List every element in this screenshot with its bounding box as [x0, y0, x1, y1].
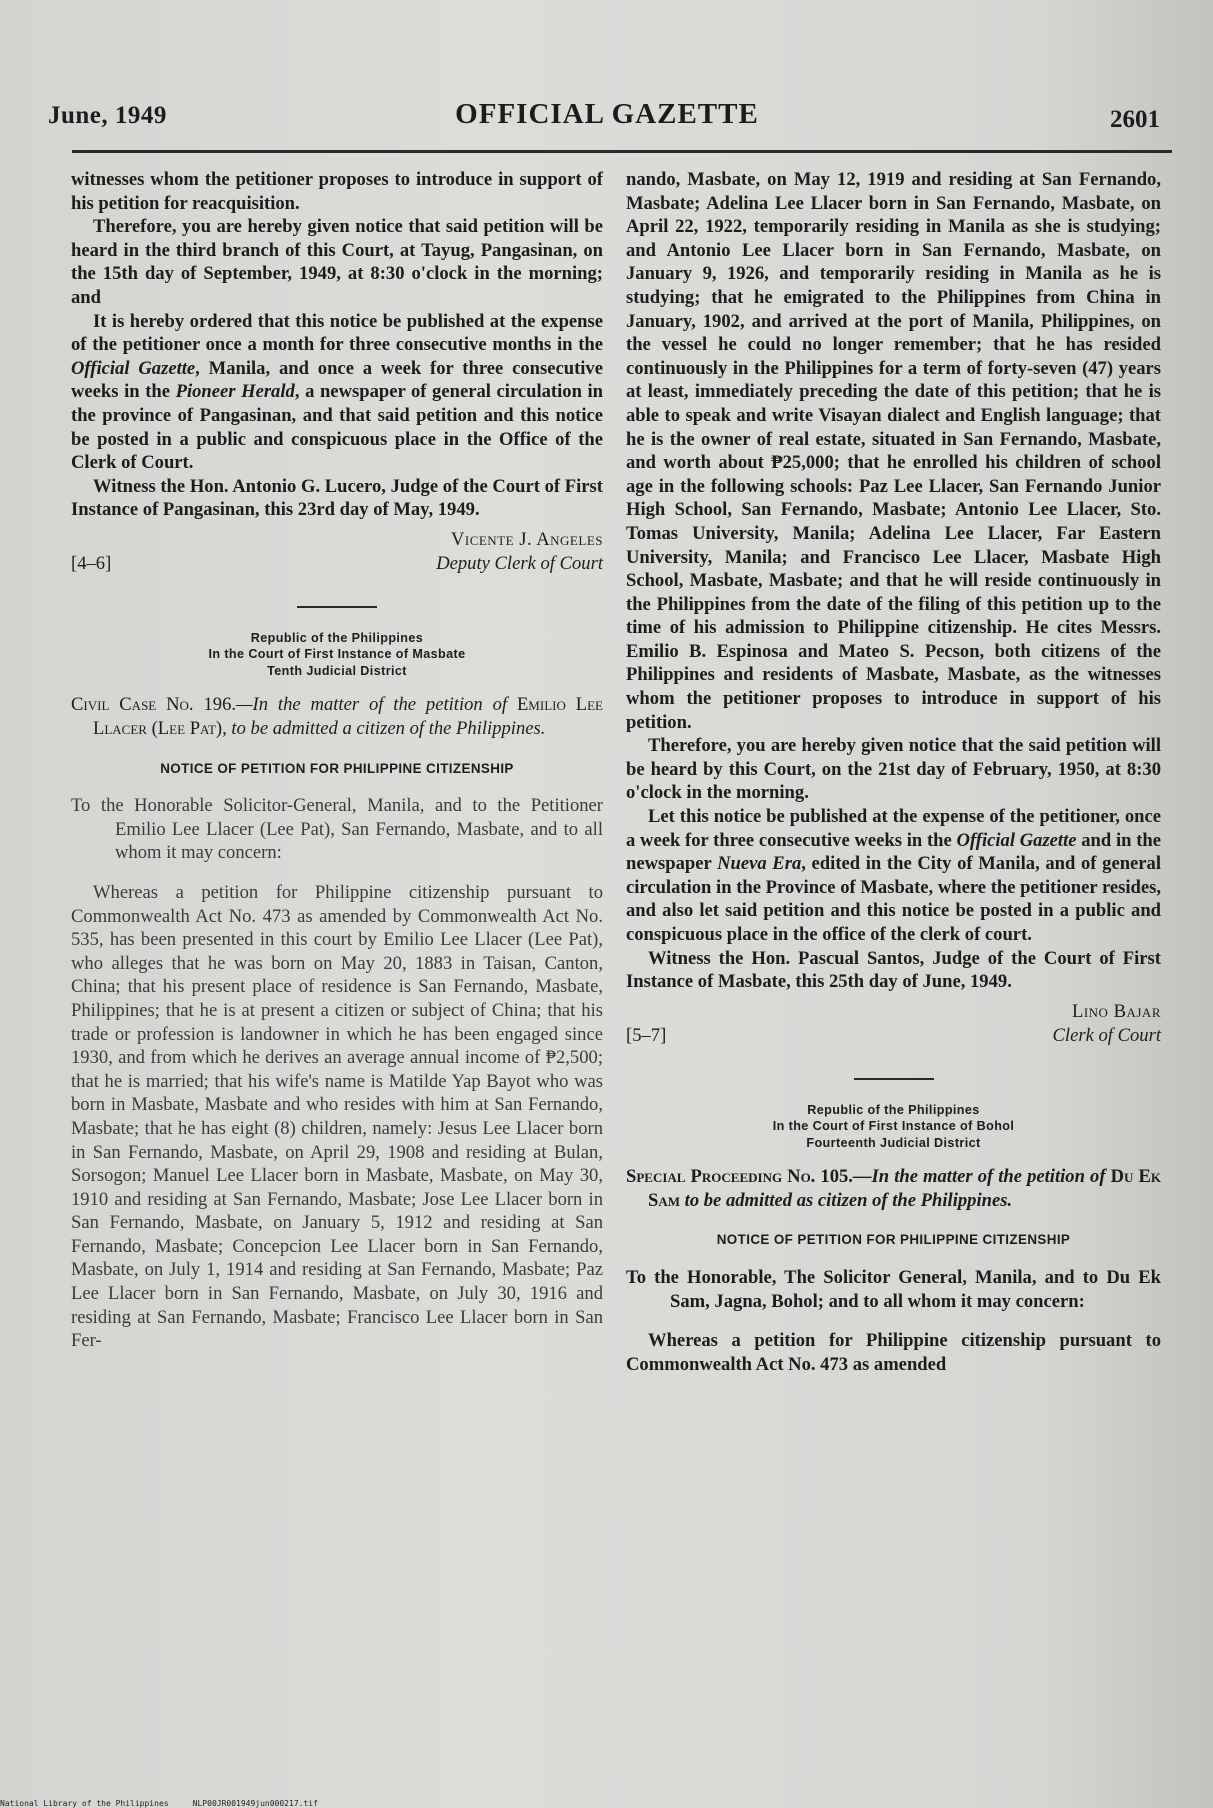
left-paragraph-2: Therefore, you are hereby given notice that said petition will be heard in the third branch of this Court, at Tayug, Pangasinan, on the 15th day of September, 1949, at 8:30 o'clock in the morning; and [71, 216, 603, 308]
right-paragraph-5: Whereas a petition for Philippine citizenship pursuant to Commonwealth Act No. 473 as amended [626, 1330, 1161, 1375]
case-caption [71, 693, 603, 740]
gazette-name: Official Gazette [71, 357, 196, 379]
text-run: Let this notice be published at the expense of the petitioner, once a week for three consecutive weeks in the [626, 806, 1161, 851]
court-line-3: Fourteenth Judicial District [806, 1135, 981, 1150]
left-column [71, 168, 603, 1353]
section-divider [854, 1078, 934, 1080]
court-line-2: In the Court of First Instance of Masbate [208, 647, 466, 662]
text-run: , edited in the City of Manila, and of general circulation in the Province of Masbate, where the petitioner resides, and also let said petition and this notice be posted in a public and conspicuous place in the office of the clerk of court. [626, 853, 1162, 945]
newspaper-name: Pioneer Herald [175, 381, 295, 403]
court-heading [71, 630, 603, 680]
petitioner-name: Emilio Lee Llacer (Lee Pat) [93, 694, 603, 739]
left-paragraph-1: witnesses whom the petitioner proposes to introduce in support of his petition for reacquisition. [71, 169, 603, 214]
signatory-name: Vicente J. Angeles [450, 528, 603, 550]
text-run: , a newspaper of general circulation in the province of Pangasinan, and that said petition and this notice be posted in a public and conspicuous place in the Office of the Clerk of Court. [71, 381, 604, 474]
right-paragraph-3 [626, 805, 1161, 947]
text-run: It is hereby ordered that this notice be published at the expense of the petitioner once a month for three consecutive months in the [71, 310, 603, 356]
court-line-1: Republic of the Philippines [807, 1102, 980, 1117]
petitioner-name: Du Ek Sam [648, 1166, 1161, 1211]
text-run: —In the matter of the petition of [236, 694, 517, 716]
signature-block [626, 1000, 1161, 1054]
header-rule [72, 150, 1172, 153]
text-run: , to be admitted a citizen of the Philippines. [222, 718, 546, 739]
right-paragraph-2: Therefore, you are hereby given notice that the said petition will be heard by this Court, on the 21st day of February, 1950, at 8:30 o'clock in the morning. [626, 735, 1161, 804]
signatory-title: Clerk of Court [1052, 1024, 1161, 1046]
right-column [626, 168, 1161, 1376]
court-line-3: Tenth Judicial District [267, 663, 407, 678]
case-label: Civil Case No. 196. [71, 694, 237, 716]
text-run: —In the matter of the petition of [852, 1166, 1111, 1188]
scan-source: National Library of the Philippines [0, 1799, 169, 1808]
page-header [46, 96, 1168, 148]
court-heading [626, 1102, 1161, 1152]
issue-code: [5–7] [626, 1024, 667, 1046]
court-line-1: Republic of the Philippines [250, 630, 424, 645]
header-date: June, 1949 [48, 102, 167, 129]
text-run: , Manila, and once a week for three consecutive weeks in the [71, 357, 603, 403]
publication-title: OFFICIAL GAZETTE [455, 98, 759, 130]
notice-address: To the Honorable Solicitor-General, Manila, and to the Petitioner Emilio Lee Llacer (Lee Pat), San Fernando, Masbate, and to all whom it may concern: [71, 795, 603, 864]
scan-file: NLP00JR001949jun000217.tif [192, 1799, 318, 1808]
right-paragraph-4: Witness the Hon. Pascual Santos, Judge of the Court of First Instance of Masbate, this 25th day of June, 1949. [626, 947, 1161, 993]
gazette-name: Official Gazette [956, 829, 1077, 851]
signatory-title: Deputy Clerk of Court [436, 552, 603, 574]
case-caption [626, 1165, 1161, 1212]
court-line-2: In the Court of First Instance of Bohol [772, 1119, 1015, 1134]
text-run: and in the newspaper [626, 829, 1161, 875]
page-number: 2601 [1110, 106, 1160, 133]
issue-code: [4–6] [71, 552, 112, 574]
notice-title: NOTICE OF PETITION FOR PHILIPPINE CITIZENSHIP [160, 760, 514, 776]
notice-title: NOTICE OF PETITION FOR PHILIPPINE CITIZENSHIP [716, 1232, 1071, 1248]
signature-block [71, 528, 603, 582]
left-paragraph-3 [71, 310, 603, 475]
scan-footer [0, 1799, 318, 1808]
left-paragraph-4: Witness the Hon. Antonio G. Lucero, Judge of the Court of First Instance of Pangasinan, this 23rd day of May, 1949. [71, 475, 603, 521]
notice-address: To the Honorable, The Solicitor General, Manila, and to Du Ek Sam, Jagna, Bohol; and to all whom it may concern: [626, 1267, 1161, 1312]
left-paragraph-5: Whereas a petition for Philippine citizenship pursuant to Commonwealth Act No. 473 as amended by Commonwealth Act No. 535, has been presented in this court by Emilio Lee Llacer (Lee Pat), who alleges that he was born on May 20, 1883 in Taisan, Canton, China; that his present place of residence is San Fernando, Masbate, Philippines; that he is at present a citizen or subject of China; that his trade or profession is landowner in which he has been engaged since 1930, and from which he derives an average annual income of ₱2,500; that he is married; that his wife's name is Matilde Yap Bayot who was born in Masbate, Masbate and who resides with him at San Fernando, Masbate; that he has eight (8) children, namely: Jesus Lee Llacer born in San Fernando, Masbate, on April 29, 1908 and residing at Bulan, Sorsogon; Manuel Lee Llacer born in Masbate, Masbate, on May 30, 1910 and residing at San Fernando, Masbate; Jose Lee Llacer born in San Fernando, Masbate, on January 5, 1912 and residing at San Fernando, Masbate; Concepcion Lee Llacer born in San Fernando, Masbate, on July 1, 1914 and residing at San Fernando, Masbate; Paz Lee Llacer born in San Fernando, Masbate, on July 30, 1916 and residing at San Fernando, Masbate; Francisco Lee Llacer born in San Fer- [71, 881, 603, 1352]
right-paragraph-1: nando, Masbate, on May 12, 1919 and residing at San Fernando, Masbate; Adelina Lee Llacer born in San Fernando, Masbate, on April 22, 1922, temporarily residing in Manila as she is studying; and Antonio Lee Llacer born in San Fernando, Masbate, on January 9, 1926, and temporarily residing in Manila as he is studying; that he emigrated to the Philippines from China in January, 1902, and arrived at the port of Manila, Philippines, on the vessel he could no longer remember; that he has resided continuously in the Philippines for a term of forty-seven (47) years at least, immediately preceding the date of this petition; that he is able to speak and write Visayan dialect and English language; that he is the owner of real estate, situated in San Fernando, Masbate, and worth about ₱25,000; that he enrolled his children of school age in the following schools: Paz Lee Llacer, San Fernando Junior High School, San Fernando, Masbate; Antonio Lee Llacer, Sto. Tomas University, Manila; Adelina Lee Llacer, Far Eastern University, Manila; and Francisco Lee Llacer, Masbate High School, Masbate, Masbate; and that he will reside continuously in the Philippines from the date of the filing of this petition up to the time of his admission to Philippine citizenship. He cites Messrs. Emilio B. Espinosa and Mateo S. Pecson, both citizens of the Philippines and residents of Masbate, Masbate, as the witnesses whom the petitioner proposes to introduce in support of his petition. [626, 169, 1161, 733]
text-run: to be admitted as citizen of the Philippines. [680, 1189, 1013, 1211]
case-label: Special Proceeding No. 105. [626, 1166, 853, 1188]
newspaper-name: Nueva Era [717, 853, 802, 875]
section-divider [297, 606, 377, 608]
signatory-name: Lino Bajar [1071, 1000, 1161, 1022]
